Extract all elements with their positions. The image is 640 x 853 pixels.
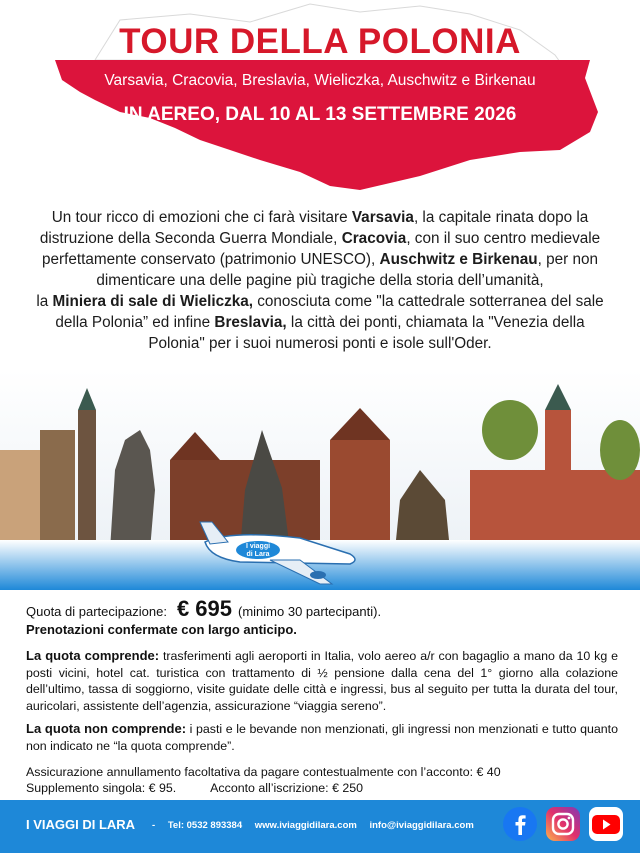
price-row <box>26 596 618 622</box>
intro-bold-cracovia: Cracovia <box>341 230 407 247</box>
intro-text: Un tour ricco di emozioni che ci farà visitare <box>51 209 352 226</box>
booking-note: Prenotazioni confermate con largo anticipo. <box>26 622 297 637</box>
price-amount: € 695 <box>176 596 232 621</box>
intro-text: , con il suo centro medievale perfettamente conservato (patrimonio UNESCO), <box>41 230 601 268</box>
tour-description <box>26 207 614 354</box>
excluded-label: La quota non comprende: <box>26 721 187 736</box>
excluded-section <box>26 721 618 754</box>
extras-section <box>26 764 618 796</box>
deposit-note: Acconto all’iscrizione: € 250 <box>210 781 364 795</box>
footer-phone[interactable]: Tel: 0532 893384 <box>167 820 243 831</box>
instagram-icon[interactable] <box>545 806 581 842</box>
intro-text: , per non dimenticare una delle pagine più tragiche della storia dell’umanità, <box>96 251 599 289</box>
footer-website[interactable]: www.iviaggidilara.com <box>254 820 357 831</box>
price-label: Quota di partecipazione: <box>26 604 167 619</box>
intro-text: la <box>36 293 53 310</box>
intro-text: , la capitale rinata dopo la distruzione della Seconda Guerra Mondiale, <box>39 209 589 247</box>
logo-line1: I viaggi <box>245 543 271 550</box>
intro-bold-auschwitz: Auschwitz e Birkenau <box>379 251 538 268</box>
footer-separator: - <box>152 820 156 831</box>
footer-email[interactable]: info@iviaggidilara.com <box>369 820 474 831</box>
cities-subtitle: Varsavia, Cracovia, Breslavia, Wieliczka, Auschwitz e Birkenau <box>104 72 536 89</box>
single-supplement: Supplemento singola: € 95. <box>26 781 177 795</box>
price-note: (minimo 30 partecipanti). <box>238 604 382 619</box>
intro-bold-wieliczka: Miniera di sale di Wieliczka, <box>52 293 253 310</box>
page-title: TOUR DELLA POLONIA <box>119 22 521 61</box>
included-section <box>26 648 618 714</box>
intro-bold-varsavia: Varsavia <box>351 209 414 226</box>
logo-line2: di Lara <box>246 551 270 558</box>
intro-bold-breslavia: Breslavia, <box>214 314 287 331</box>
included-label: La quota comprende: <box>26 648 160 663</box>
youtube-icon[interactable] <box>588 806 624 842</box>
intro-text: la città dei ponti, chiamata la "Venezia della Polonia" per i suoi numerosi ponti e isole sull'Oder. <box>148 314 585 352</box>
footer-contacts <box>152 820 484 831</box>
intro-text: conosciuta come "la cattedrale sotterranea del sale della Polonia” ed infine <box>55 293 604 331</box>
footer-brand: I VIAGGI DI LARA <box>26 817 136 832</box>
included-text: trasferimenti agli aeroporti in Italia, volo aereo a/r con bagaglio a mano da 10 kg e posti vicini, hotel cat. turistica con trattamento di ½ pensione dalla cena del 1° giorno alla colazione dell’ultimo, tassa di soggiorno, visite guidate delle città e ingressi, bus al seguito per tutta la durata del tour, auricolari, assistente dell’agenzia, assicurazione “viaggia sereno”. <box>26 649 618 713</box>
travel-dates: IN AEREO, DAL 10 AL 13 SETTEMBRE 2026 <box>123 104 517 125</box>
insurance-note: Assicurazione annullamento facoltativa da pagare contestualmente con l’acconto: € 40 <box>26 765 501 779</box>
landmarks-collage <box>0 370 640 590</box>
excluded-text: i pasti e le bevande non menzionati, gli ingressi non menzionati e tutto quanto non indicato ne “la quota comprende”. <box>26 722 618 753</box>
facebook-icon[interactable] <box>502 806 538 842</box>
